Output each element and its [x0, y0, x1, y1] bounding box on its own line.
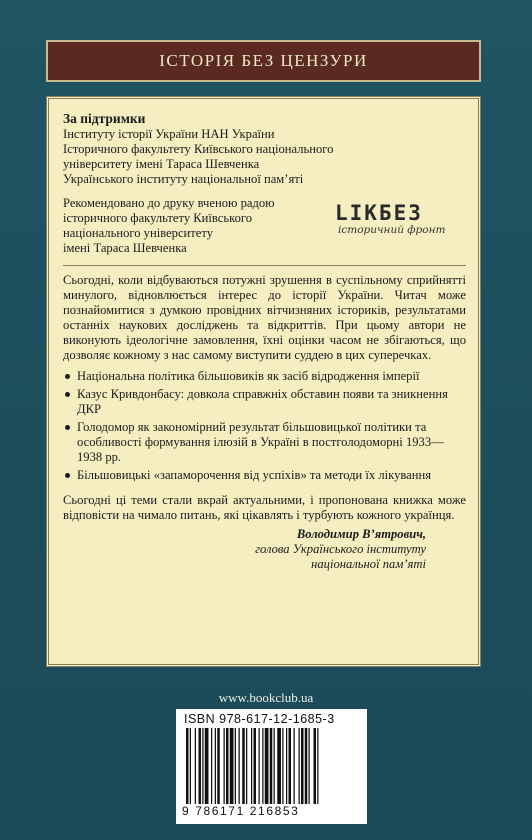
series-title: ІСТОРІЯ БЕЗ ЦЕНЗУРИ	[159, 51, 368, 70]
logo-title: LIKБЕЗ	[335, 201, 423, 225]
list-item: Національна політика більшовиків як засіб відродження імперії	[63, 369, 466, 384]
list-item: Казус Кривдонбасу: довкола справжніх обставин появи та зникнення ДКР	[63, 387, 466, 417]
recommendation-line: імені Тараса Шевченка	[63, 241, 187, 255]
recommendation-block	[63, 196, 466, 256]
recommendation-text	[63, 196, 321, 256]
signature-role: голова Українського інституту	[255, 542, 426, 556]
barcode-block	[176, 709, 367, 824]
support-line: Інституту історії України НАН України	[63, 127, 275, 141]
signature	[63, 527, 466, 572]
divider	[63, 265, 466, 266]
topic-list	[63, 369, 466, 483]
website-url: www.bookclub.ua	[218, 690, 314, 705]
support-line: університету імені Тараса Шевченка	[63, 157, 260, 171]
likbez-logo	[335, 202, 465, 256]
description-panel	[46, 96, 481, 667]
closing-paragraph: Сьогодні ці теми стали вкрай актуальними, і пропонована книжка може відповісти на чимало питань, які цікавлять і турбують кожного українця.	[63, 493, 466, 522]
series-banner	[46, 40, 481, 82]
logo-subtitle: історичний фронт	[338, 224, 446, 236]
signature-name: Володимир В’ятрович,	[296, 527, 426, 541]
bullet-icon	[65, 473, 70, 478]
recommendation-line: Рекомендовано до друку вченою радою	[63, 196, 275, 210]
bullet-icon	[65, 425, 70, 430]
isbn-text: ISBN 978-617-12-1685-3	[184, 712, 335, 726]
recommendation-line: національного університету	[63, 226, 214, 240]
list-item: Голодомор як закономірний результат більшовицької політики та особливості формування ілюзій в Україні в постголодоморні 1933—1938 рр.	[63, 420, 466, 465]
list-item: Більшовицькі «запаморочення від успіхів» та методи їх лікування	[63, 468, 466, 483]
recommendation-line: історичного факультету Київського	[63, 211, 253, 225]
support-heading: За підтримки	[63, 111, 146, 126]
barcode-icon	[182, 728, 362, 804]
bullet-icon	[65, 392, 70, 397]
bullet-icon	[65, 374, 70, 379]
signature-role: національної пам’яті	[311, 557, 426, 571]
barcode-digits: 9 786171 216853	[182, 804, 300, 818]
support-line: Українського інституту національної пам’яті	[63, 172, 304, 186]
intro-paragraph: Сьогодні, коли відбуваються потужні зрушення в суспільному сприйнятті минулого, відновлюється інтерес до історії України. Читач може познайомитися з думкою провідних вітчизняних істориків, результатами останніх наукових досліджень та відкриттів. При цьому автори не виконують ідеологічне замовлення, їхні оцінки часом не збігаються, що дозволяє кожному з нас самому виступити суддею в цих суперечках.	[63, 273, 466, 362]
support-line: Історичного факультету Київського національного	[63, 142, 334, 156]
